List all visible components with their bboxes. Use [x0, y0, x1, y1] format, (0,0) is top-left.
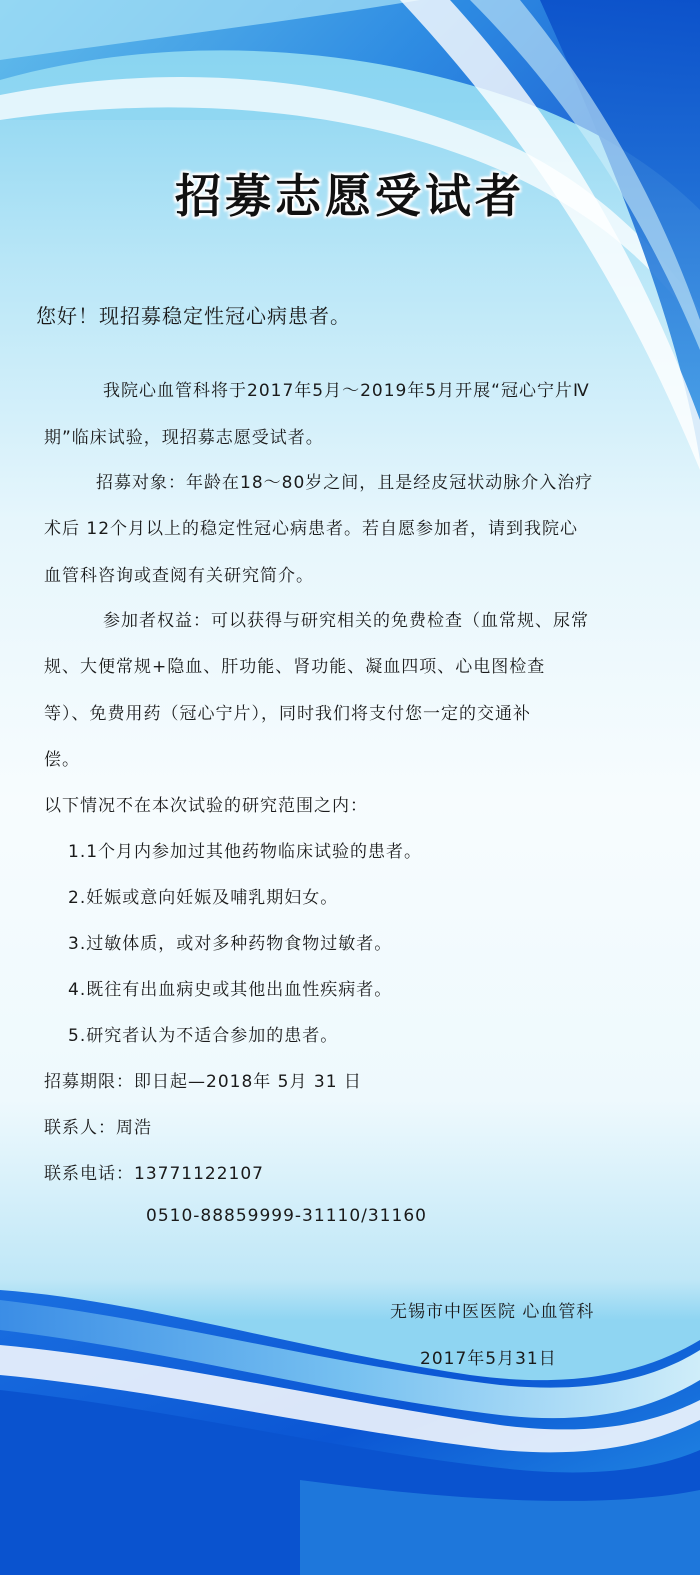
target-line-3: 血管科咨询或查阅有关研究简介。 — [44, 566, 314, 586]
exclusion-heading: 以下情况不在本次试验的研究范围之内： — [44, 796, 368, 816]
benefits-line-2: 规、大便常规+隐血、肝功能、肾功能、凝血四项、心电图检查 — [44, 657, 546, 677]
contact-phone: 联系电话：13771122107 — [44, 1164, 264, 1184]
recruit-period: 招募期限：即日起—2018年 5月 31 日 — [44, 1072, 362, 1092]
exclusion-item: 5.研究者认为不适合参加的患者。 — [68, 1026, 339, 1046]
exclusion-item: 4.既往有出血病史或其他出血性疾病者。 — [68, 980, 393, 1000]
contact-phone-2: 0510-88859999-31110/31160 — [146, 1206, 427, 1226]
contact-person: 联系人：周浩 — [44, 1118, 152, 1138]
exclusion-item: 2.妊娠或意向妊娠及哺乳期妇女。 — [68, 888, 339, 908]
benefits-line-1: 参加者权益：可以获得与研究相关的免费检查（血常规、尿常 — [103, 611, 589, 631]
page-title: 招募志愿受试者 — [175, 169, 525, 223]
target-line-2: 术后 12个月以上的稳定性冠心病患者。若自愿参加者，请到我院心 — [44, 519, 579, 539]
benefits-line-4: 偿。 — [44, 750, 80, 770]
target-line-1: 招募对象：年龄在18～80岁之间，且是经皮冠状动脉介入治疗 — [96, 473, 594, 493]
signature-org: 无锡市中医医院 心血管科 — [390, 1302, 595, 1322]
intro-line-2: 期”临床试验，现招募志愿受试者。 — [44, 428, 324, 448]
greeting: 您好！现招募稳定性冠心病患者。 — [36, 304, 351, 328]
exclusion-item: 3.过敏体质，或对多种药物食物过敏者。 — [68, 934, 393, 954]
signature-date: 2017年5月31日 — [420, 1349, 557, 1369]
intro-line-1: 我院心血管科将于2017年5月～2019年5月开展“冠心宁片Ⅳ — [103, 381, 590, 401]
exclusion-item: 1.1个月内参加过其他药物临床试验的患者。 — [68, 842, 423, 862]
benefits-line-3: 等）、免费用药（冠心宁片），同时我们将支付您一定的交通补 — [44, 704, 531, 724]
